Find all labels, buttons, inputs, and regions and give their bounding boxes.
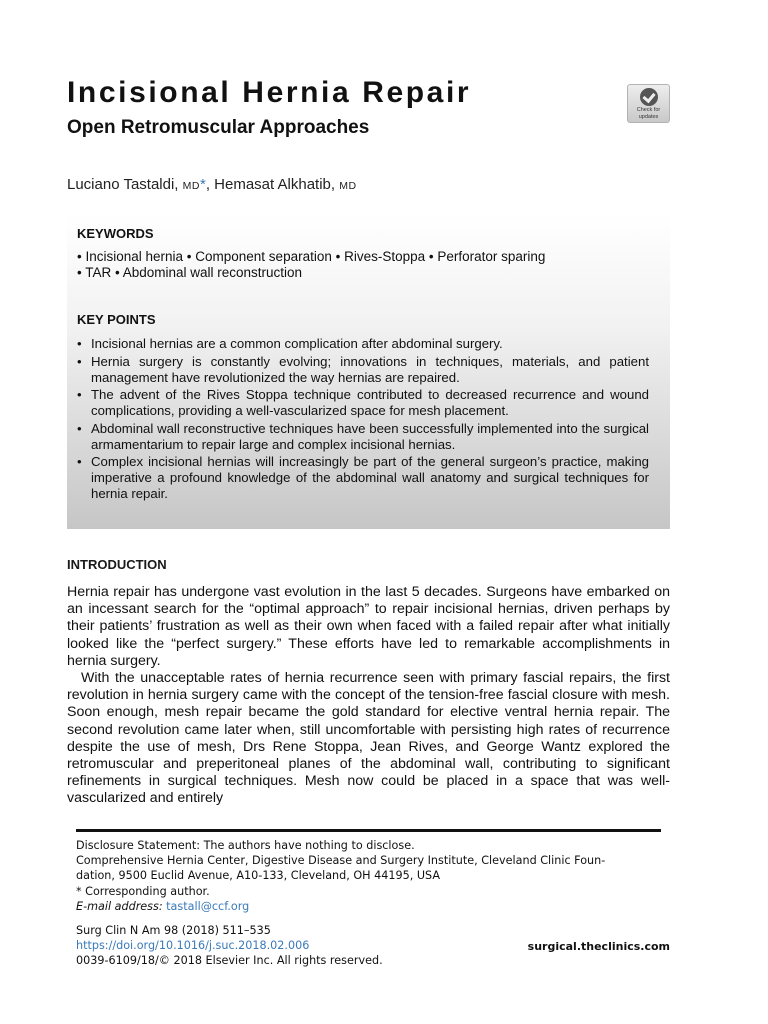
key-points-heading: KEY POINTS — [77, 312, 156, 327]
badge-line-1: Check for — [636, 107, 661, 113]
affiliation: dation, 9500 Euclid Avenue, A10-133, Cleveland, OH 44195, USA — [76, 869, 440, 883]
key-point-item: • Abdominal wall reconstructive techniques have been successfully implemented into the surgical armamentarium to repair large and complex incisional hernias. — [77, 421, 649, 453]
footnote-divider — [76, 829, 661, 832]
email-link[interactable]: tastall@ccf.org — [166, 899, 250, 913]
author-degree: MD — [182, 180, 200, 192]
journal-citation: Surg Clin N Am 98 (2018) 511–535 — [76, 924, 271, 937]
author-name: Hemasat Alkhatib, — [214, 176, 340, 193]
badge-line-2: updates — [638, 114, 659, 120]
check-updates-icon — [640, 88, 658, 106]
author-list — [67, 176, 357, 193]
email-label: E-mail address: — [76, 899, 163, 913]
key-points-list — [77, 336, 649, 504]
corresponding-author-mark[interactable]: * — [199, 176, 206, 193]
check-for-updates-badge[interactable] — [627, 84, 670, 123]
introduction-body — [67, 584, 670, 808]
keywords-heading: KEYWORDS — [77, 226, 154, 241]
body-paragraph: Hernia repair has undergone vast evolution in the last 5 decades. Surgeons have embarked on an incessant search for the “optimal approach” to repair incisional hernias, driven perhaps by their patients’ frustration as well as their own when faced with a failed repair after what initially looked like the “perfect surgery.” These efforts have led to remarkable accomplishments in hernia surgery. — [67, 584, 670, 669]
author-degree: MD — [339, 180, 357, 192]
key-point-item: • Incisional hernias are a common complication after abdominal surgery. — [77, 336, 649, 352]
corresponding-note: * Corresponding author. — [76, 884, 210, 898]
article-subtitle: Open Retromuscular Approaches — [67, 117, 370, 138]
email-line — [76, 899, 670, 914]
author-separator: , — [205, 176, 215, 193]
doi-link[interactable]: https://doi.org/10.1016/j.suc.2018.02.006 — [76, 939, 310, 953]
abstract-box — [67, 214, 670, 529]
key-point-item: • Complex incisional hernias will increasingly be part of the general surgeon’s practice, making imperative a profound knowledge of the abdominal wall anatomy and surgical techniques for hernia repair. — [77, 454, 649, 502]
affiliation: Comprehensive Hernia Center, Digestive Disease and Surgery Institute, Cleveland Clinic Foun- — [76, 854, 606, 868]
keywords-line: • Incisional hernia • Component separation • Rives-Stoppa • Perforator sparing — [77, 249, 546, 264]
footnotes — [76, 838, 670, 914]
introduction-heading: INTRODUCTION — [67, 557, 167, 572]
key-point-item: • The advent of the Rives Stoppa technique contributed to decreased recurrence and wound complications, providing a well-vascularized space for mesh placement. — [77, 387, 649, 419]
copyright: 0039-6109/18/© 2018 Elsevier Inc. All rights reserved. — [76, 954, 383, 968]
journal-website[interactable]: surgical.theclinics.com — [527, 940, 670, 953]
body-paragraph: With the unacceptable rates of hernia recurrence seen with primary fascial repairs, the first revolution in hernia surgery came with the concept of the tension-free fascial closure with mesh. Soon enough, mesh repair became the gold standard for elective ventral hernia repair. The second revolution came later when, still uncomfortable with persisting high rates of recurrence despite the use of mesh, Drs Rene Stoppa, Jean Rives, and George Wantz explored the retromuscular and preperitoneal planes of the abdominal wall, contributing to significant refinements in surgical techniques. Mesh now could be placed in a space that was well-vascularized and entirely — [67, 670, 670, 807]
keywords-line: • TAR • Abdominal wall reconstruction — [77, 265, 303, 280]
key-point-item: • Hernia surgery is constantly evolving; innovations in techniques, materials, and patient management have revolutionized the way hernias are repaired. — [77, 354, 649, 386]
author-name: Luciano Tastaldi, — [67, 176, 183, 193]
article-title: Incisional Hernia Repair — [67, 76, 472, 109]
disclosure-statement: Disclosure Statement: The authors have nothing to disclose. — [76, 839, 415, 852]
